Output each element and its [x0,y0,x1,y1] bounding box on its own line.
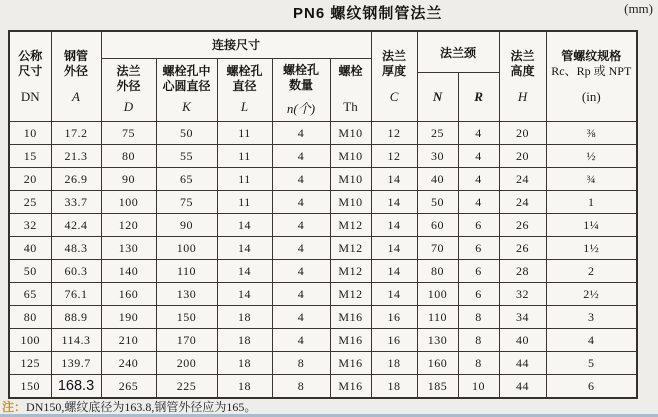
table-cell: 168.3 [51,375,101,399]
table-cell: 20 [499,122,546,145]
col-header-bolt-circle-content [157,64,217,115]
col-header-bolt-content [331,64,371,115]
col-header-thickness [371,31,417,122]
table-cell: 110 [417,306,458,329]
table-cell: ¾ [546,168,637,191]
header-text: 法兰 [510,48,535,63]
header-text: 直径 [232,79,257,94]
header-symbol: H [517,88,528,104]
table-cell: 1 [546,191,637,214]
header-text: 数量 [288,77,313,92]
header-text: 管螺纹规格 [561,48,622,63]
table-cell: 20 [9,168,51,191]
col-group-connect: 连接尺寸 [101,31,371,58]
col-header-dn-content [10,49,51,105]
table-cell: 14 [371,168,417,191]
table-cell: 4 [272,145,330,168]
table-row [9,214,637,237]
table-cell: 60 [417,214,458,237]
table-cell: 4 [272,306,330,329]
col-header-bolt-hole-dia-lines [226,64,262,94]
table-cell: M16 [330,306,371,329]
header-row-groups [9,31,637,58]
table-cell: 6 [458,260,499,283]
table-cell: 4 [546,329,637,352]
col-header-bolt-count [272,58,330,121]
col-header-pipe-od-lines [64,49,88,79]
table-cell: 14 [217,214,272,237]
table-cell: 80 [101,145,156,168]
table-cell: 14 [371,237,417,260]
col-header-thickness-content [372,49,417,105]
table-cell: 18 [217,306,272,329]
table-cell: M10 [330,168,371,191]
header-text: 厚度 [382,63,407,78]
table-cell: 6 [458,237,499,260]
table-cell: 14 [217,237,272,260]
table-cell: M16 [330,352,371,375]
table-cell: 20 [499,145,546,168]
header-text: 心圆直径 [162,79,211,94]
col-header-thread-spec-content [547,49,637,105]
page-title: PN6 螺纹钢制管法兰 [293,5,443,22]
table-cell: 16 [371,329,417,352]
table-cell: 8 [458,306,499,329]
col-header-bolt-circle-lines [162,64,210,94]
col-header-thread-spec-lines [551,49,631,79]
table-cell: 2½ [546,283,637,306]
table-cell: 17.2 [51,122,101,145]
table-cell: 26 [499,214,546,237]
table-cell: M12 [330,237,371,260]
header-text: 法兰 [116,64,141,79]
table-cell: 240 [101,352,156,375]
table-cell: 14 [371,214,417,237]
table-row [9,191,637,214]
header-text: 法兰 [382,48,407,63]
col-header-bolt-hole-dia [217,58,272,121]
col-header-bolt-count-lines [283,63,319,93]
table-cell: 4 [272,168,330,191]
table-cell: 42.4 [51,214,101,237]
table-row [9,329,637,352]
table-cell: 70 [417,237,458,260]
table-row [9,283,637,306]
header-symbol: L [240,99,249,115]
table-cell: 8 [458,352,499,375]
header-symbol: D [123,99,134,115]
table-cell: 4 [458,168,499,191]
table-cell: 130 [417,329,458,352]
table-row [9,306,637,329]
table-cell: 60.3 [51,260,101,283]
table-cell: 16 [371,306,417,329]
table-cell: 4 [272,191,330,214]
header-text: 高度 [510,63,535,78]
table-cell: M12 [330,214,371,237]
table-cell: 4 [458,191,499,214]
table-cell: 120 [101,214,156,237]
table-cell: M10 [330,122,371,145]
col-header-flange-od-content [102,64,156,115]
col-header-height-content [500,49,546,105]
table-cell: 80 [417,260,458,283]
table-cell: 2 [546,260,637,283]
table-cell: ⅜ [546,122,637,145]
col-group-neck [417,31,499,122]
header-text: 螺栓 [338,64,363,79]
table-cell: 65 [9,283,51,306]
neck-structure [418,32,499,121]
table-cell: 11 [217,168,272,191]
header-text: 尺寸 [18,63,43,78]
table-body [9,122,637,399]
table-cell: 30 [417,145,458,168]
col-header-bolt-count-content [273,63,330,117]
header-symbol: Th [343,99,358,115]
table-cell: 10 [458,375,499,399]
table-cell: 139.7 [51,352,101,375]
table-cell: 44 [499,352,546,375]
header-symbol: A [72,88,80,104]
table-cell: 32 [9,214,51,237]
table-cell: 100 [417,283,458,306]
table-cell: 55 [156,145,217,168]
table-cell: 185 [417,375,458,399]
table-cell: 100 [156,237,217,260]
table-cell: 4 [272,214,330,237]
table-cell: 75 [156,191,217,214]
table-cell: 44 [499,375,546,399]
table-cell: 170 [156,329,217,352]
table-cell: 14 [371,191,417,214]
table-row [9,145,637,168]
table-cell: 32 [499,283,546,306]
table-cell: 24 [499,191,546,214]
table-cell: 140 [101,260,156,283]
table-cell: 40 [499,329,546,352]
header-text: 外径 [116,79,141,94]
table-cell: 8 [272,352,330,375]
flange-spec-table [8,30,638,399]
table-cell: 90 [156,214,217,237]
table-cell: 6 [458,214,499,237]
table-cell: 150 [156,306,217,329]
table-cell: ½ [546,145,637,168]
table-row [9,237,637,260]
table-cell: 160 [417,352,458,375]
col-header-flange-od [101,58,156,121]
col-header-dn-lines [18,49,42,79]
note [2,398,256,415]
table-cell: 8 [272,375,330,399]
col-header-pipe-od [51,31,101,122]
table-cell: 33.7 [51,191,101,214]
table-cell: 200 [156,352,217,375]
table-cell: 11 [217,191,272,214]
table-cell: 3 [546,306,637,329]
table-cell: 26 [499,237,546,260]
unit-label: (mm) [624,1,653,16]
table-cell: 6 [458,283,499,306]
col-header-bolt-lines [339,64,363,79]
table-cell: 21.3 [51,145,101,168]
col-header-thread-spec [546,31,637,122]
table-cell: 25 [417,122,458,145]
table-cell: 34 [499,306,546,329]
table-cell: 14 [217,283,272,306]
table-cell: 18 [217,352,272,375]
note-colon: ： [14,400,27,414]
table-cell: 24 [499,168,546,191]
table-cell: 26.9 [51,168,101,191]
table-cell: 125 [9,352,51,375]
table-cell: 88.9 [51,306,101,329]
col-header-bolt-circle [156,58,217,121]
neck-group-label: 法兰颈 [418,32,499,73]
header-text: 钢管 [63,48,88,63]
table-cell: M16 [330,375,371,399]
table-cell: 4 [272,329,330,352]
table-cell: 4 [272,260,330,283]
note-text: DN150,螺纹底径为163.8,钢管外径应为165。 [26,400,257,414]
table-cell: 50 [417,191,458,214]
header-symbol: DN [20,88,40,104]
table-cell: 18 [217,329,272,352]
col-header-flange-od-lines [116,64,140,94]
col-header-dn [9,31,51,122]
header-text: 公称 [18,48,43,63]
table-cell: 114.3 [51,329,101,352]
table-cell: 6 [546,375,637,399]
table-cell: 190 [101,306,156,329]
col-header-height [499,31,546,122]
table-cell: 18 [371,352,417,375]
table-cell: 18 [217,375,272,399]
col-header-bolt-hole-dia-content [218,64,272,115]
table-cell: 130 [156,283,217,306]
header-symbol: C [389,88,399,104]
table-cell: 80 [9,306,51,329]
table-cell: 75 [101,122,156,145]
table-cell: 25 [9,191,51,214]
table-cell: M12 [330,260,371,283]
table-cell: 225 [156,375,217,399]
table-cell: 1½ [546,237,637,260]
col-header-pipe-od-content [52,49,101,105]
table-cell: 100 [101,191,156,214]
header-text: 螺栓孔 [282,62,319,77]
table-cell: 14 [371,283,417,306]
table-cell: 90 [101,168,156,191]
table-cell: 4 [458,145,499,168]
table-cell: 12 [371,145,417,168]
table-cell: 40 [9,237,51,260]
table-cell: M12 [330,283,371,306]
table-cell: 50 [9,260,51,283]
table-cell: 76.1 [51,283,101,306]
table-cell: 4 [458,122,499,145]
table-cell: 11 [217,145,272,168]
table-cell: 28 [499,260,546,283]
table-cell: 14 [217,260,272,283]
table-cell: 100 [9,329,51,352]
col-header-n: N [418,73,459,121]
table-cell: 12 [371,122,417,145]
table-cell: 15 [9,145,51,168]
table-cell: M10 [330,191,371,214]
table-cell: M10 [330,145,371,168]
header-text: 螺栓孔 [226,64,263,79]
header-symbol: K [182,99,191,115]
header-symbol: n(个) [286,100,316,116]
table-cell: 5 [546,352,637,375]
table-cell: 150 [9,375,51,399]
table-cell: 65 [156,168,217,191]
col-header-r: R [474,89,483,104]
table-cell: 160 [101,283,156,306]
table-cell: 40 [417,168,458,191]
table-row [9,122,637,145]
table-cell: 1¼ [546,214,637,237]
col-header-height-lines [511,49,535,79]
col-header-bolt [330,58,371,121]
neck-split [418,73,499,121]
table-row [9,168,637,191]
header-text: Rc、Rp 或 NPT [551,63,632,78]
table-cell: 4 [272,122,330,145]
table-cell: 14 [371,260,417,283]
table-cell: 4 [272,283,330,306]
table-cell: 18 [371,375,417,399]
table-row [9,260,637,283]
table-cell: 265 [101,375,156,399]
table-cell: 8 [458,329,499,352]
header-symbol: (in) [581,88,601,104]
table-cell: 130 [101,237,156,260]
table-cell: 10 [9,122,51,145]
table-cell: M16 [330,329,371,352]
col-header-thickness-lines [382,49,406,79]
table-cell: 210 [101,329,156,352]
table-cell: 110 [156,260,217,283]
header-text: 螺栓孔中 [162,64,211,79]
header-text: 外径 [63,63,88,78]
table-cell: 11 [217,122,272,145]
table-cell: 48.3 [51,237,101,260]
note-label: 注 [2,400,15,414]
table-row [9,375,637,399]
table-cell: 4 [272,237,330,260]
table-cell: 50 [156,122,217,145]
table-row [9,352,637,375]
